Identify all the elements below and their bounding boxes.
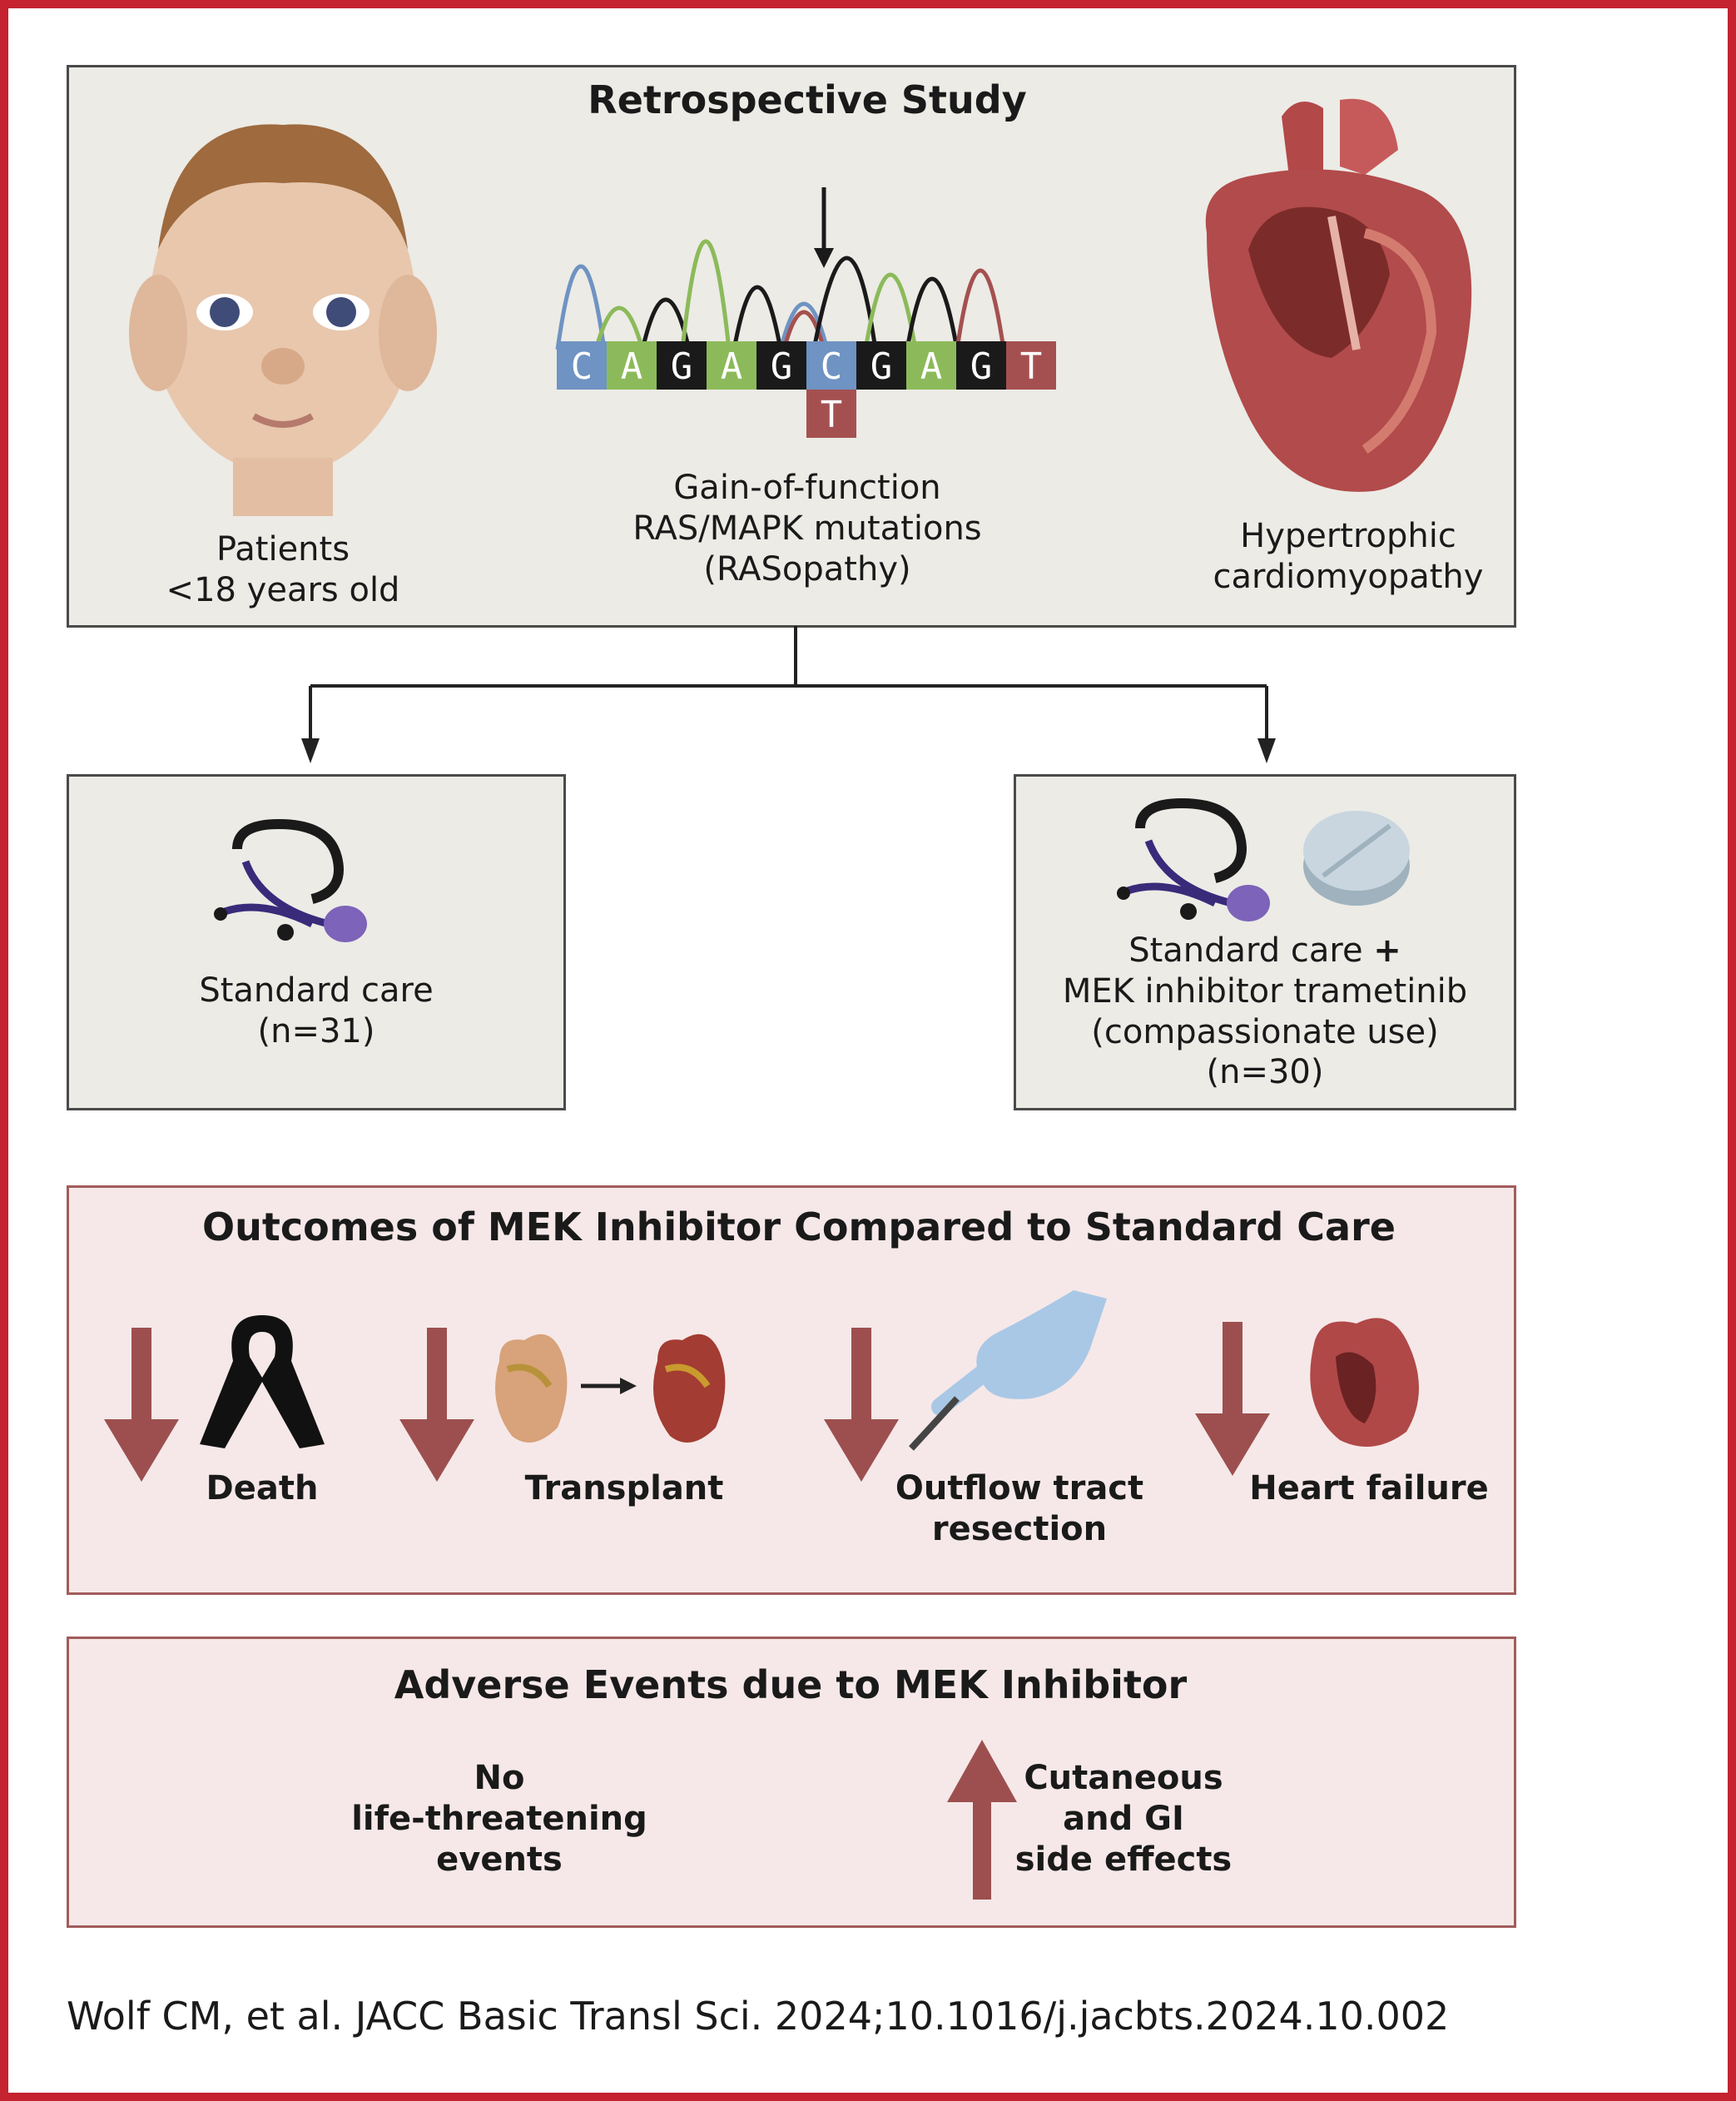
base-4: G [770,345,793,388]
base-0: C [570,345,593,388]
hcm-label: Hypertrophic cardiomyopathy [1213,517,1484,596]
decrease-arrow-icon [1195,1322,1270,1480]
surgical-hand-icon [907,1282,1115,1465]
decrease-arrow-icon [104,1328,179,1486]
decrease-arrow-icon [399,1328,474,1486]
stethoscope-icon [1115,795,1282,936]
stethoscope-icon [212,816,379,957]
study-title: Retrospective Study [588,77,1027,122]
ribbon-icon [191,1303,333,1453]
mek-arm-label: Standard care + MEK inhibitor trametinib (compassionate use) (n=30) [1062,931,1468,1092]
mutation-label: Gain-of-function RAS/MAPK mutations (RASopathy) [632,469,982,589]
patient-face-icon [108,83,458,516]
standard-care-label: Standard care (n=31) [199,971,434,1050]
transplant-label: Transplant [524,1469,724,1507]
branch-connector [0,626,1736,776]
hypertrophic-heart-icon [1182,83,1498,516]
citation: Wolf CM, et al. JACC Basic Transl Sci. 2024;10.1016/j.jacbts.2024.10.002 [67,1994,1450,2039]
base-9: T [1019,345,1043,388]
decrease-arrow-icon [824,1328,899,1486]
heart-failure-label: Heart failure [1249,1469,1489,1507]
variant-base: T [820,394,843,436]
variant-arrow-icon [814,187,834,268]
cutaneous-gi-label: Cutaneous and GI side effects [1014,1759,1233,1879]
no-life-threatening-label: No life-threatening events [351,1759,647,1879]
base-7: A [920,345,943,388]
heart-transplant-icon [483,1319,749,1453]
adverse-title: Adverse Events due to MEK Inhibitor [394,1662,1188,1707]
outflow-resection-label: Outflow tract resection [895,1469,1144,1548]
base-1: A [620,345,643,388]
base-6: G [870,345,893,388]
patients-label: Patients <18 years old [166,530,400,609]
base-8: G [970,345,993,388]
failing-heart-icon [1298,1307,1431,1457]
death-label: Death [206,1469,319,1507]
base-5: C [820,345,843,388]
base-2: G [670,345,693,388]
outcomes-title: Outcomes of MEK Inhibitor Compared to Standard Care [202,1204,1396,1249]
plus-icon: + [1373,931,1401,970]
base-3: A [720,345,743,388]
sequence-chromatogram [549,150,1065,441]
pill-icon [1298,799,1415,916]
